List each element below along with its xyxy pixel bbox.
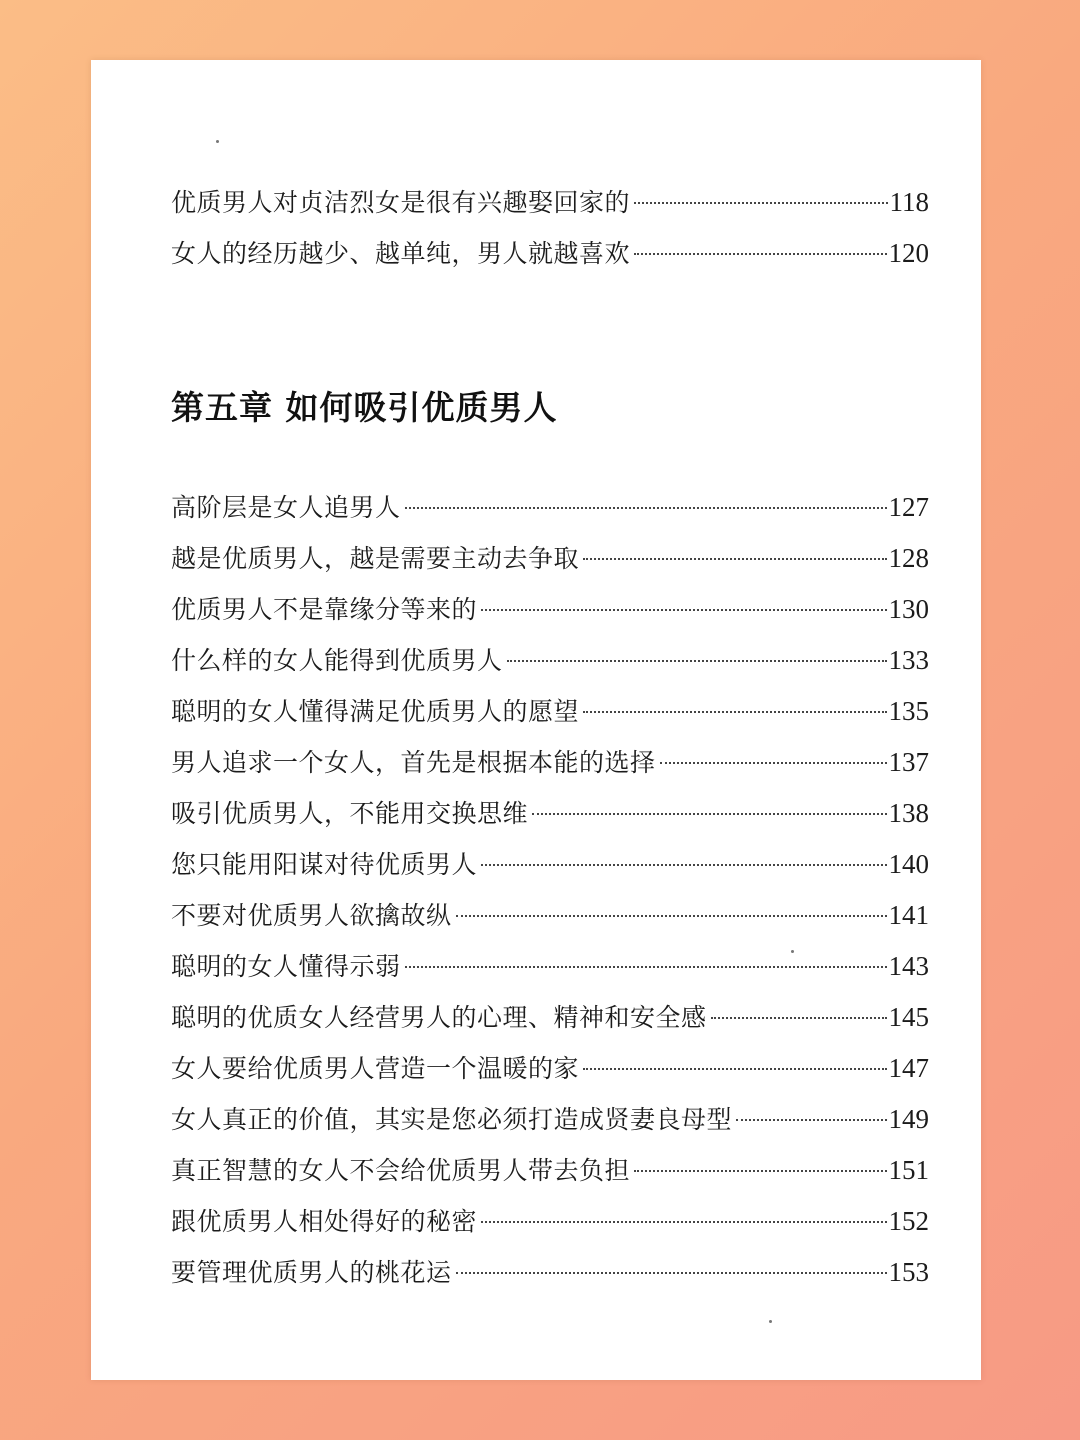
toc-entry-title: 优质男人对贞洁烈女是很有兴趣娶回家的 (171, 188, 631, 217)
toc-entry-title: 您只能用阳谋对待优质男人 (171, 850, 478, 879)
toc-entry (171, 1043, 929, 1094)
toc-entry-page: 149 (888, 1104, 929, 1134)
dot-leader (456, 1272, 887, 1274)
dot-leader (736, 1119, 886, 1121)
chapter-heading: 第五章 如何吸引优质男人 (171, 388, 558, 427)
toc-entry-page: 143 (888, 951, 929, 981)
toc-chapter-five (171, 482, 929, 1298)
toc-entry (171, 839, 929, 890)
book-page (91, 60, 981, 1380)
dot-leader (405, 966, 887, 968)
toc-entry-page: 147 (888, 1053, 929, 1083)
toc-entry (171, 482, 929, 533)
toc-entry-page: 128 (888, 543, 929, 573)
toc-entry-page: 153 (888, 1257, 929, 1287)
dot-leader (456, 915, 887, 917)
toc-entry (171, 584, 929, 635)
dot-leader (634, 1170, 886, 1172)
toc-entry-title: 什么样的女人能得到优质男人 (171, 646, 503, 675)
toc-entry-title: 吸引优质男人，不能用交换思维 (171, 799, 529, 828)
toc-entry (171, 635, 929, 686)
dot-leader (481, 1221, 886, 1223)
dot-leader (711, 1017, 887, 1019)
toc-entry (171, 1247, 929, 1298)
toc-entry-page: 145 (888, 1002, 929, 1032)
dot-leader (532, 813, 886, 815)
toc-entry-page: 141 (888, 900, 929, 930)
toc-entry-title: 女人要给优质男人营造一个温暖的家 (171, 1054, 580, 1083)
toc-entry-page: 127 (888, 492, 929, 522)
toc-entry (171, 941, 929, 992)
toc-entry (171, 992, 929, 1043)
toc-entry-page: 120 (888, 238, 929, 268)
toc-entry (171, 1145, 929, 1196)
dot-leader (583, 711, 886, 713)
toc-entry-title: 真正智慧的女人不会给优质男人带去负担 (171, 1156, 631, 1185)
toc-entry-page: 140 (888, 849, 929, 879)
dot-leader (405, 507, 887, 509)
toc-entry-title: 不要对优质男人欲擒故纵 (171, 901, 452, 930)
dot-leader (583, 558, 886, 560)
dot-leader (583, 1068, 886, 1070)
toc-entry (171, 686, 929, 737)
dot-leader (481, 609, 886, 611)
toc-entry (171, 890, 929, 941)
toc-entry-title: 优质男人不是靠缘分等来的 (171, 595, 478, 624)
dot-leader (481, 864, 886, 866)
toc-entry-title: 女人真正的价值，其实是您必须打造成贤妻良母型 (171, 1105, 733, 1134)
dot-leader (634, 202, 887, 204)
toc-entry-page: 133 (888, 645, 929, 675)
dot-leader (660, 762, 887, 764)
paper-speck (769, 1320, 772, 1323)
toc-previous-chapter (171, 177, 929, 279)
toc-entry-title: 聪明的女人懂得示弱 (171, 952, 401, 981)
toc-entry (171, 1094, 929, 1145)
toc-entry-page: 138 (888, 798, 929, 828)
toc-entry-title: 要管理优质男人的桃花运 (171, 1258, 452, 1287)
toc-entry (171, 228, 929, 279)
toc-entry-page: 135 (888, 696, 929, 726)
toc-entry-title: 聪明的优质女人经营男人的心理、精神和安全感 (171, 1003, 707, 1032)
toc-entry-page: 130 (888, 594, 929, 624)
toc-entry (171, 788, 929, 839)
toc-entry-title: 越是优质男人，越是需要主动去争取 (171, 544, 580, 573)
toc-entry (171, 177, 929, 228)
toc-entry-title: 女人的经历越少、越单纯，男人就越喜欢 (171, 239, 631, 268)
toc-entry (171, 737, 929, 788)
dot-leader (507, 660, 887, 662)
toc-entry-page: 137 (888, 747, 929, 777)
toc-entry-title: 跟优质男人相处得好的秘密 (171, 1207, 478, 1236)
toc-entry-title: 聪明的女人懂得满足优质男人的愿望 (171, 697, 580, 726)
toc-entry (171, 1196, 929, 1247)
toc-entry-title: 男人追求一个女人，首先是根据本能的选择 (171, 748, 656, 777)
toc-entry-title: 高阶层是女人追男人 (171, 493, 401, 522)
toc-entry (171, 533, 929, 584)
toc-entry-page: 118 (889, 187, 929, 217)
toc-entry-page: 151 (888, 1155, 929, 1185)
dot-leader (634, 253, 886, 255)
paper-speck (216, 140, 219, 143)
toc-entry-page: 152 (888, 1206, 929, 1236)
